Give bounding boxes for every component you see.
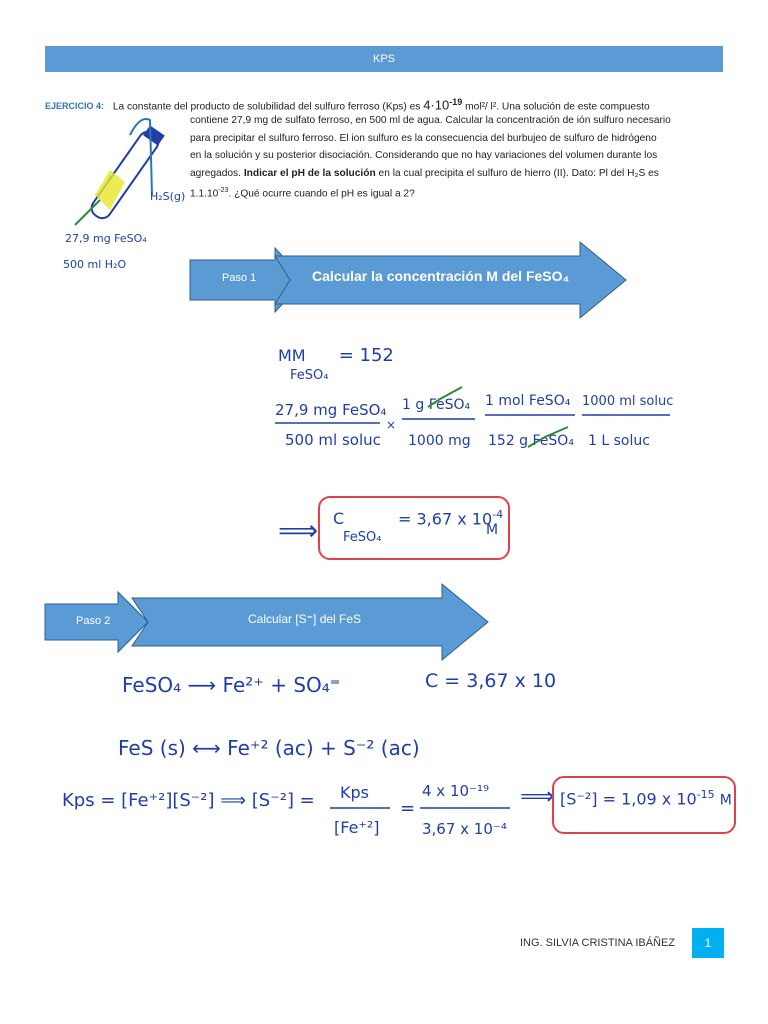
fraction1-den: 500 ml soluc <box>285 431 381 449</box>
fraction2-num: 1 g FeSO₄ <box>402 397 471 413</box>
kps-expression: Kps = [Fe⁺²][S⁻²] ⟹ [S⁻²] = <box>62 790 315 811</box>
concentration-eq: C = 3,67 x 10 <box>425 670 557 692</box>
exercise-body: contiene 27,9 mg de sulfato ferroso, en 500 ml de agua. Calcular la concentración de ión sulfuro necesario para precipitar el sulfuro ferroso. El ion sulfuro es la consecuencia del burbujeo de sulfuro de hidrógeno en la solución y su posterior disociación. Considerando que no hay variaciones del volumen durante los agregados. Indicar el pH de la solución en la cual precipita el sulfuro de hierro (II). Dato: Pl del H₂S es $1.1.10^{-23}$. ¿Qué ocurre cuando el pH es igual a 2? <box>190 115 671 200</box>
fraction2-den: 1000 mg <box>408 433 471 449</box>
mass-label: 27,9 mg FeSO₄ <box>65 232 147 245</box>
kps-frac-den: [Fe⁺²] <box>334 818 380 837</box>
result1-unit: M <box>486 522 499 538</box>
equals-sign: = <box>400 798 416 819</box>
kps-frac-num: Kps <box>340 783 369 802</box>
footer-author: ING. SILVIA CRISTINA IBÁÑEZ <box>520 937 676 949</box>
step1-title: Calcular la concentración M del FeSO₄ <box>312 268 570 284</box>
value-den: 3,67 x 10⁻⁴ <box>422 820 507 838</box>
result1-c: C <box>333 509 345 528</box>
times-sign: × <box>386 418 397 432</box>
implies-arrow-2: ⟹ <box>520 782 555 810</box>
fraction3-num: 1 mol FeSO₄ <box>485 393 571 409</box>
fraction3-den: 152 g FeSO₄ <box>488 433 574 449</box>
dissociation-feso4: FeSO₄ ⟶ Fe²⁺ + SO₄⁼ <box>122 673 341 697</box>
volume-label: 500 ml H₂O <box>63 258 127 271</box>
header-bar <box>45 46 723 72</box>
fraction1-num: 27,9 mg FeSO₄ <box>275 401 387 419</box>
gas-label: H₂S(g) <box>150 190 185 203</box>
exercise-label: EJERCICIO 4: <box>45 101 105 112</box>
test-tube-icon <box>75 119 165 225</box>
header-title: KPS <box>372 53 395 65</box>
conversion-fractions <box>270 385 690 465</box>
page-number: 1 <box>692 928 724 958</box>
step2-tag: Paso 2 <box>76 615 111 627</box>
step1-tag: Paso 1 <box>222 272 257 284</box>
result2-value: [S⁻²] = 1,09 x $10^{-15}$ M <box>560 788 732 809</box>
result1-value: = 3,67 x $10^{-4}$ <box>398 508 504 529</box>
result1-sub: FeSO₄ <box>343 530 382 545</box>
kps-fractions <box>330 768 530 848</box>
step2-title: Calcular [S⁼] del FeS <box>248 612 362 626</box>
exercise-line1: EJERCICIO 4: La constante del producto de solubilidad del sulfuro ferroso (Kps) es $4\cdot 10^{-19}$ mol²/ l². Una solución de este compuesto <box>45 97 650 113</box>
test-tube-sketch <box>55 100 185 280</box>
value-num: 4 x 10⁻¹⁹ <box>422 782 489 800</box>
fraction4-num: 1000 ml soluc <box>582 394 674 409</box>
implies-arrow-1: ⟹ <box>278 514 319 547</box>
fraction4-den: 1 L soluc <box>588 433 650 449</box>
molar-mass: MM = 152 <box>278 345 394 366</box>
dissociation-fes: FeS (s) ⟷ Fe⁺² (ac) + S⁻² (ac) <box>118 736 420 760</box>
molar-mass-sub: FeSO₄ <box>290 368 329 383</box>
